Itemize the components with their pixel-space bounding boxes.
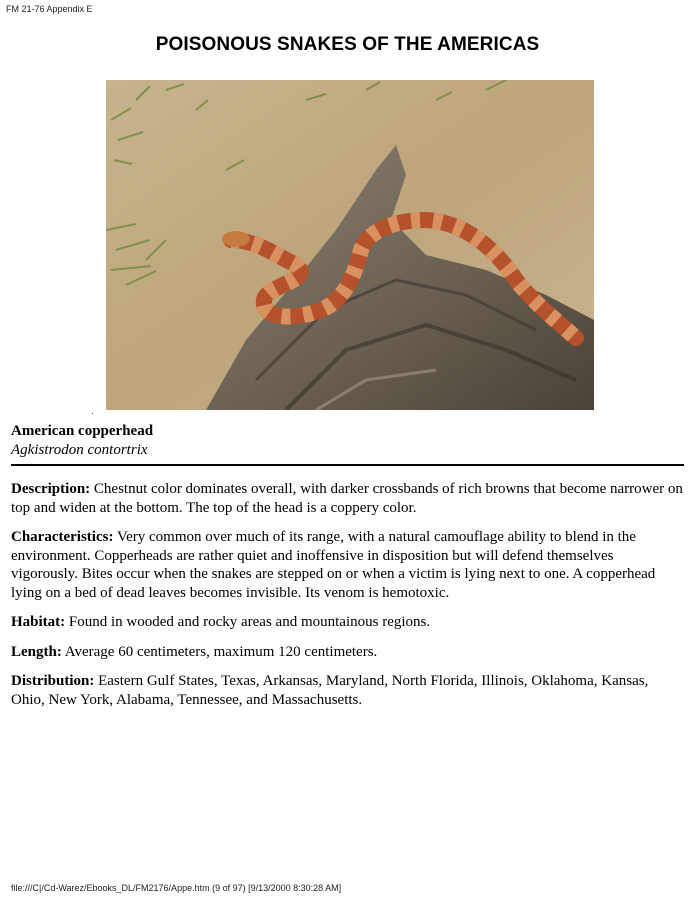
habitat-text: Found in wooded and rocky areas and mountainous regions. [65, 614, 431, 630]
length-paragraph [11, 643, 684, 662]
habitat-label: Habitat: [11, 614, 66, 630]
species-common-name: American copperhead [11, 423, 154, 439]
distribution-text: Eastern Gulf States, Texas, Arkansas, Maryland, North Florida, Illinois, Oklahoma, Kansas, Ohio, New York, Alabama, Tennessee, and Massachusetts. [11, 673, 649, 708]
distribution-label: Distribution: [11, 673, 95, 689]
stray-dot [92, 413, 93, 414]
description-text: Chestnut color dominates overall, with darker crossbands of rich browns that become narrower on top and widen at the bottom. The top of the head is a coppery color. [11, 481, 683, 516]
characteristics-label: Characteristics: [11, 529, 114, 545]
page-title: POISONOUS SNAKES OF THE AMERICAS [155, 34, 540, 55]
description-label: Description: [11, 481, 91, 497]
characteristics-paragraph [11, 528, 684, 602]
habitat-paragraph [11, 613, 684, 632]
document-reference: FM 21-76 Appendix E [6, 4, 93, 14]
file-path-footer: file:///C|/Cd-Warez/Ebooks_DL/FM2176/Appe.htm (9 of 97) [9/13/2000 8:30:28 AM] [11, 883, 342, 893]
species-details [11, 480, 684, 720]
description-paragraph [11, 480, 684, 517]
distribution-paragraph [11, 672, 684, 709]
length-text: Average 60 centimeters, maximum 120 centimeters. [61, 643, 378, 660]
species-scientific-name: Agkistrodon contortrix [11, 442, 148, 458]
characteristics-text: Very common over much of its range, with a natural camouflage ability to blend in the environment. Copperheads are rather quiet and inoffensive in disposition but will defend themselves vigorously. Bites occur when the snakes are stepped on or when a victim is lying next to one. A copperhead lying on a bed of dead leaves becomes invisible. Its venom is hemotoxic. [11, 529, 656, 601]
section-divider [11, 464, 684, 466]
length-label: Length: [11, 643, 62, 660]
snake-photo-image [106, 80, 594, 410]
snake-photo [106, 80, 594, 410]
